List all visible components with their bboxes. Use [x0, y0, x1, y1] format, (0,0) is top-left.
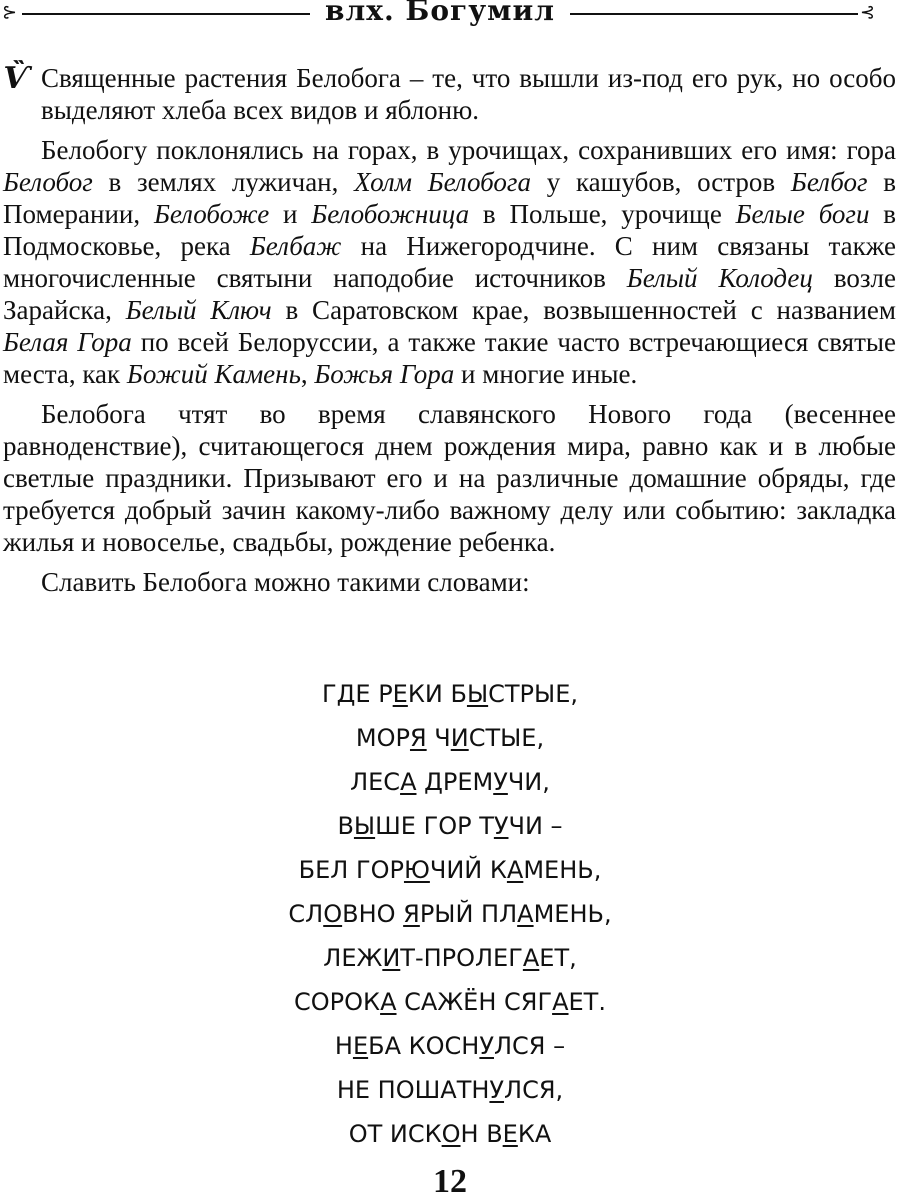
italic-place-name: Белобожница	[311, 199, 470, 229]
italic-place-name: Белый Колодец	[626, 263, 813, 293]
stressed-letter: О	[323, 900, 343, 928]
stressed-letter: Е	[502, 1120, 518, 1148]
stressed-letter: А	[506, 856, 524, 884]
poem-text: СОРОК	[294, 988, 381, 1016]
poem-text: КА	[517, 1120, 552, 1148]
text-run: в Саратовском крае, возвышенностей с названием	[271, 295, 896, 325]
poem-line	[0, 892, 900, 936]
poem-line	[0, 848, 900, 892]
poem-line	[0, 760, 900, 804]
italic-place-name: Белобоже	[153, 199, 270, 229]
left-ornament-icon: ⊱	[2, 2, 18, 23]
text-run: в Померании,	[3, 167, 897, 229]
header-title: влх. Богумил	[325, 0, 555, 27]
text-run: и	[269, 199, 312, 229]
poem-line	[0, 804, 900, 848]
poem-text: СТЫЕ,	[468, 724, 545, 752]
stressed-letter: А	[522, 944, 540, 972]
text-run: Белобогу поклонялись на горах, в урочищах, сохранивших его имя: гора	[41, 135, 896, 165]
italic-place-name: Белобог	[3, 167, 93, 197]
text-run: Священные растения Белобога – те, что вышли из-под его рук, но особо выделяют хлеба всех видов и яблоню.	[41, 63, 896, 125]
poem-text: ЧИ,	[507, 768, 550, 796]
poem-line	[0, 980, 900, 1024]
poem-text: ГДЕ Р	[322, 680, 393, 708]
text-run: Славить Белобога можно такими словами:	[41, 567, 530, 597]
text-run: у кашубов, остров	[530, 167, 791, 197]
text-run: возле Зарайска,	[3, 263, 897, 325]
poem-text: Ч	[426, 724, 451, 752]
header-rule-right	[570, 13, 858, 15]
poem-text: В	[337, 812, 354, 840]
poem-text: БА КОСН	[368, 1032, 480, 1060]
text-run: на Нижегородчине. С ним связаны также многочисленные святыни наподобие источников	[3, 231, 896, 293]
stressed-letter: А	[552, 988, 569, 1016]
italic-place-name: Белбог	[790, 167, 868, 197]
stressed-letter: Е	[392, 680, 408, 708]
poem-text: МЕНЬ,	[533, 900, 612, 928]
stressed-letter: И	[450, 724, 469, 752]
text-run: в Подмосковье, река	[3, 199, 897, 261]
italic-place-name: Белые боги	[735, 199, 870, 229]
italic-place-name: Божий Камень	[126, 359, 301, 389]
poem-line	[0, 672, 900, 716]
poem-text: ЕТ,	[539, 944, 577, 972]
body-text	[3, 62, 896, 598]
running-header	[0, 0, 900, 34]
poem-text: САЖЁН СЯГ	[396, 988, 553, 1016]
paragraph	[3, 398, 896, 558]
stressed-letter: У	[489, 1076, 505, 1104]
page-number: 12	[433, 1163, 467, 1200]
dropcap-ornament-icon: Ѷ	[3, 61, 31, 96]
poem-line	[0, 1112, 900, 1156]
stressed-letter: Ы	[466, 680, 489, 708]
text-run: ,	[300, 359, 315, 389]
poem-line	[0, 716, 900, 760]
text-run: Белобога чтят во время славянского Нового года (весеннее равноденствие), считающегося днем рождения мира, равно как и в любые светлые праздники. Призывают его и на различные домашние обряды, где требуется добрый зачин какому-либо важному делу или событию: закладка жилья и новоселье, свадьбы, рождение ребенка.	[3, 399, 896, 557]
poem-line	[0, 936, 900, 980]
stressed-letter: Ы	[353, 812, 376, 840]
poem-text: ДРЕМ	[416, 768, 494, 796]
header-rule-left	[22, 13, 310, 15]
paragraph	[3, 134, 896, 390]
poem-text: Н В	[460, 1120, 503, 1148]
text-run: по всей Белоруссии, а также такие часто встречающиеся святые места, как	[3, 327, 896, 389]
stressed-letter: У	[493, 768, 508, 796]
poem-text: ЛСЯ –	[493, 1032, 566, 1060]
poem-text: ОТ ИСК	[348, 1120, 442, 1148]
stressed-letter: Я	[409, 724, 427, 752]
stressed-letter: Е	[352, 1032, 369, 1060]
poem-text: РЫЙ ПЛ	[419, 900, 518, 928]
right-ornament-icon: ⊰	[860, 2, 876, 23]
poem-line	[0, 1068, 900, 1112]
poem-text: НЕ ПОШАТН	[336, 1076, 490, 1104]
poem-text: ЛЕЖ	[323, 944, 383, 972]
italic-place-name: Божья Гора	[314, 359, 455, 389]
stressed-letter: Я	[403, 900, 420, 928]
paragraph	[3, 566, 896, 598]
stressed-letter: Ю	[403, 856, 430, 884]
text-run: в Польше, урочище	[469, 199, 736, 229]
poem	[0, 672, 900, 1156]
poem-text: МОР	[355, 724, 410, 752]
poem-text: СТРЫЕ,	[488, 680, 578, 708]
stressed-letter: И	[382, 944, 401, 972]
text-run: в землях лужичан,	[92, 167, 355, 197]
paragraph	[3, 62, 896, 126]
poem-text: СЛ	[288, 900, 324, 928]
poem-text: ЕТ.	[568, 988, 606, 1016]
poem-text: ЛЕС	[350, 768, 401, 796]
stressed-letter: О	[441, 1120, 461, 1148]
italic-place-name: Белая Гора	[3, 327, 132, 357]
italic-place-name: Белбаж	[249, 231, 342, 261]
stressed-letter: А	[517, 900, 534, 928]
poem-text: БЕЛ ГОР	[298, 856, 404, 884]
stressed-letter: У	[493, 812, 509, 840]
italic-place-name: Белый Ключ	[125, 295, 272, 325]
poem-text: ЧИЙ К	[429, 856, 507, 884]
poem-text: ШЕ ГОР Т	[375, 812, 494, 840]
stressed-letter: А	[400, 768, 417, 796]
poem-text: ВНО	[342, 900, 404, 928]
poem-text: КИ Б	[407, 680, 467, 708]
poem-text: МЕНЬ,	[523, 856, 602, 884]
poem-text: Т-ПРОЛЕГ	[400, 944, 523, 972]
stressed-letter: У	[479, 1032, 494, 1060]
stressed-letter: А	[380, 988, 397, 1016]
poem-text: ЧИ –	[508, 812, 563, 840]
poem-text: Н	[334, 1032, 353, 1060]
italic-place-name: Холм Белобога	[354, 167, 531, 197]
text-run: и многие иные.	[454, 359, 638, 389]
poem-text: ЛСЯ,	[504, 1076, 564, 1104]
poem-line	[0, 1024, 900, 1068]
